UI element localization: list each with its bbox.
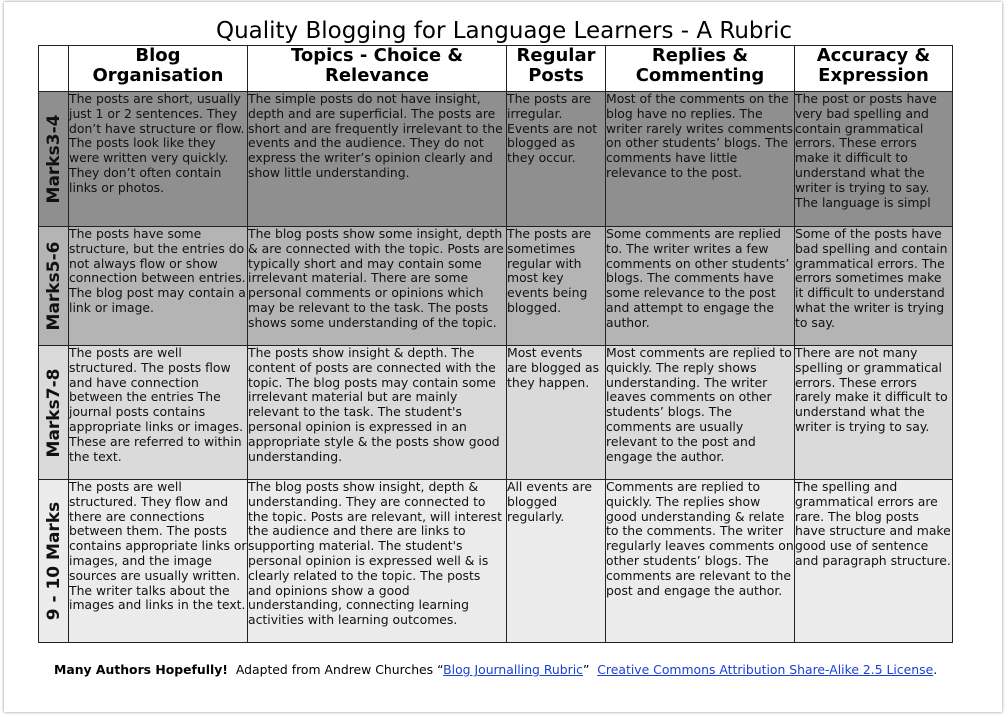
- row-label-cell: [39, 92, 69, 227]
- row-label-cell: [39, 480, 69, 643]
- rubric-cell: The posts are well structured. The posts flow and have connection between the entries The journal posts contains appropriate links or images. These are referred to within the text.: [69, 346, 248, 480]
- column-header: Topics - Choice & Relevance: [248, 46, 507, 92]
- rubric-table: [38, 45, 953, 643]
- page-title: Quality Blogging for Language Learners - A Rubric: [215, 18, 793, 44]
- rubric-cell: Most of the comments on the blog have no replies. The writer rarely writes comments on other students’ blogs. The comments have little relevance to the post.: [606, 92, 795, 227]
- column-header: Regular Posts: [507, 46, 606, 92]
- table-row: [39, 227, 953, 346]
- rubric-cell: All events are blogged regularly.: [507, 480, 606, 643]
- rubric-cell: Some of the posts have bad spelling and contain grammatical errors. The errors sometimes make it difficult to understand what the writer is trying to say.: [795, 227, 953, 346]
- rubric-cell: The spelling and grammatical errors are rare. The blog posts have structure and make good use of sentence and paragraph structure.: [795, 480, 953, 643]
- row-label: Marks5-6: [43, 241, 64, 331]
- license-link[interactable]: Creative Commons Attribution Share-Alike 2.5 License: [597, 662, 934, 677]
- footer-attribution: [54, 662, 954, 677]
- rubric-cell: The simple posts do not have insight, depth and are superficial. The posts are short and are frequently irrelevant to the events and the audience. They do not express the writer’s opinion clearly and show little understanding.: [248, 92, 507, 227]
- row-label: 9 - 10 Marks: [43, 501, 64, 621]
- footer-text: ”: [582, 662, 590, 677]
- table-row: [39, 346, 953, 480]
- table-row: [39, 480, 953, 643]
- rubric-cell: The posts are irregular. Events are not blogged as they occur.: [507, 92, 606, 227]
- footer-authors: Many Authors Hopefully!: [54, 662, 228, 677]
- rubric-cell: The blog posts show insight, depth & understanding. They are connected to the topic. Posts are relevant, will interest the audience and there are links to supporting material. The student's personal opinion is expressed well & is clearly related to the topic. The posts and opinions show a good understanding, connecting learning activities with learning outcomes.: [248, 480, 507, 643]
- column-header: Accuracy & Expression: [795, 46, 953, 92]
- row-label: Marks3-4: [43, 114, 64, 204]
- footer-text: .: [933, 662, 938, 677]
- rubric-cell: The posts are well structured. They flow and there are connections between them. The posts contains appropriate links or images, and the image sources are usually written. The writer talks about the images and links in the text.: [69, 480, 248, 643]
- rubric-cell: Most comments are replied to quickly. The reply shows understanding. The writer leaves comments on other students’ blogs. The comments are usually relevant to the post and engage the author.: [606, 346, 795, 480]
- row-label-cell: [39, 227, 69, 346]
- rubric-cell: The posts show insight & depth. The content of posts are connected with the topic. The blog posts may contain some irrelevant material but are mainly relevant to the task. The student's personal opinion is expressed in an appropriate style & the posts show good understanding.: [248, 346, 507, 480]
- rubric-cell: The post or posts have very bad spelling and contain grammatical errors. These errors make it difficult to understand what the writer is trying to say. The language is simpl: [795, 92, 953, 227]
- rubric-cell: Some comments are replied to. The writer writes a few comments on other students’ blogs. The comments have some relevance to the post and attempt to engage the author.: [606, 227, 795, 346]
- rubric-cell: The blog posts show some insight, depth & are connected with the topic. Posts are typically short and may contain some irrelevant material. There are some personal comments or opinions which may be relevant to the task. The posts shows some understanding of the topic.: [248, 227, 507, 346]
- table-row: [39, 92, 953, 227]
- rubric-cell: The posts have some structure, but the entries do not always flow or show connection between entries. The blog post may contain a link or image.: [69, 227, 248, 346]
- row-label-cell: [39, 346, 69, 480]
- blog-rubric-link[interactable]: Blog Journalling Rubric: [443, 662, 583, 677]
- corner-cell: [39, 46, 69, 92]
- rubric-cell: The posts are short, usually just 1 or 2 sentences. They don’t have structure or flow. The posts look like they were written very quickly. They don’t often contain links or photos.: [69, 92, 248, 227]
- rubric-cell: There are not many spelling or grammatical errors. These errors rarely make it difficult to understand what the writer is trying to say.: [795, 346, 953, 480]
- rubric-cell: Comments are replied to quickly. The replies show good understanding & relate to the comments. The writer regularly leaves comments on other students’ blogs. The comments are relevant to the post and engage the author.: [606, 480, 795, 643]
- row-label: Marks7-8: [43, 368, 64, 457]
- rubric-cell: Most events are blogged as they happen.: [507, 346, 606, 480]
- rubric-cell: The posts are sometimes regular with most key events being blogged.: [507, 227, 606, 346]
- column-header: Replies & Commenting: [606, 46, 795, 92]
- footer-text: Adapted from Andrew Churches “: [235, 662, 444, 677]
- header-row: [39, 46, 953, 92]
- column-header: Blog Organisation: [69, 46, 248, 92]
